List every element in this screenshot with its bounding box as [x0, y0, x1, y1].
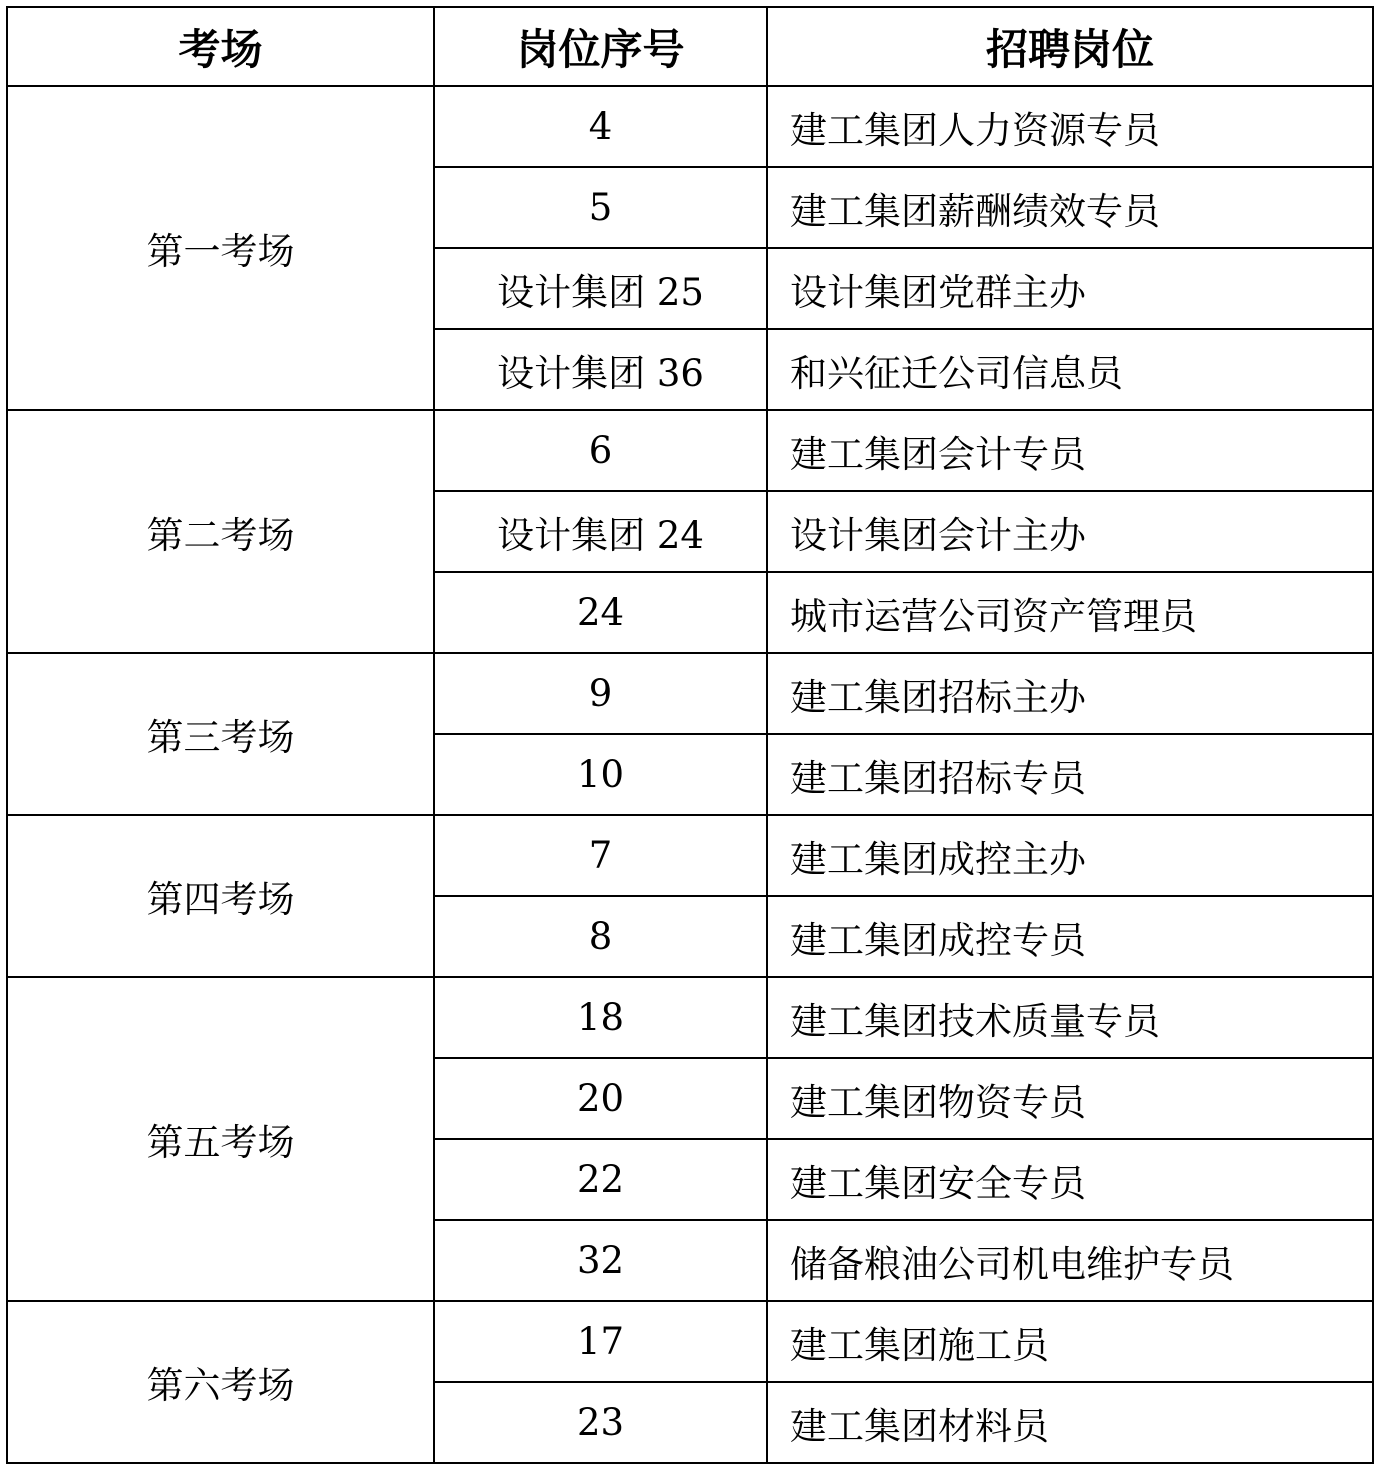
exam-room-cell: 第一考场 [7, 86, 434, 410]
header-row [7, 7, 1373, 86]
position-title-cell: 设计集团会计主办 [767, 491, 1373, 572]
position-number-cell: 设计集团 24 [434, 491, 767, 572]
position-number-cell: 24 [434, 572, 767, 653]
table-row [7, 977, 1373, 1058]
header-position: 招聘岗位 [767, 7, 1373, 86]
position-number-cell: 7 [434, 815, 767, 896]
position-title-cell: 建工集团安全专员 [767, 1139, 1373, 1220]
position-number-cell: 6 [434, 410, 767, 491]
position-title-cell: 和兴征迁公司信息员 [767, 329, 1373, 410]
table-row [7, 410, 1373, 491]
position-number-cell: 32 [434, 1220, 767, 1301]
position-number-cell: 10 [434, 734, 767, 815]
position-title-cell: 建工集团薪酬绩效专员 [767, 167, 1373, 248]
position-title-cell: 建工集团会计专员 [767, 410, 1373, 491]
table-header [7, 7, 1373, 86]
position-number-cell: 设计集团 36 [434, 329, 767, 410]
position-title-cell: 建工集团施工员 [767, 1301, 1373, 1382]
position-title-cell: 设计集团党群主办 [767, 248, 1373, 329]
exam-room-cell: 第五考场 [7, 977, 434, 1301]
position-title-cell: 建工集团技术质量专员 [767, 977, 1373, 1058]
position-title-cell: 建工集团成控专员 [767, 896, 1373, 977]
position-number-cell: 17 [434, 1301, 767, 1382]
exam-room-cell: 第三考场 [7, 653, 434, 815]
exam-room-cell: 第六考场 [7, 1301, 434, 1463]
position-number-cell: 8 [434, 896, 767, 977]
exam-room-cell: 第二考场 [7, 410, 434, 653]
position-title-cell: 建工集团人力资源专员 [767, 86, 1373, 167]
table-row [7, 815, 1373, 896]
exam-room-cell: 第四考场 [7, 815, 434, 977]
table-row [7, 1301, 1373, 1382]
position-title-cell: 建工集团招标主办 [767, 653, 1373, 734]
table-row [7, 86, 1373, 167]
position-number-cell: 20 [434, 1058, 767, 1139]
position-number-cell: 设计集团 25 [434, 248, 767, 329]
position-number-cell: 4 [434, 86, 767, 167]
position-title-cell: 城市运营公司资产管理员 [767, 572, 1373, 653]
position-number-cell: 22 [434, 1139, 767, 1220]
position-title-cell: 建工集团物资专员 [767, 1058, 1373, 1139]
position-title-cell: 储备粮油公司机电维护专员 [767, 1220, 1373, 1301]
position-title-cell: 建工集团招标专员 [767, 734, 1373, 815]
position-number-cell: 18 [434, 977, 767, 1058]
header-number: 岗位序号 [434, 7, 767, 86]
position-title-cell: 建工集团成控主办 [767, 815, 1373, 896]
position-number-cell: 5 [434, 167, 767, 248]
position-title-cell: 建工集团材料员 [767, 1382, 1373, 1463]
header-room: 考场 [7, 7, 434, 86]
table-row [7, 653, 1373, 734]
exam-room-table [6, 6, 1374, 1464]
position-number-cell: 9 [434, 653, 767, 734]
position-number-cell: 23 [434, 1382, 767, 1463]
table-body [7, 86, 1373, 1463]
